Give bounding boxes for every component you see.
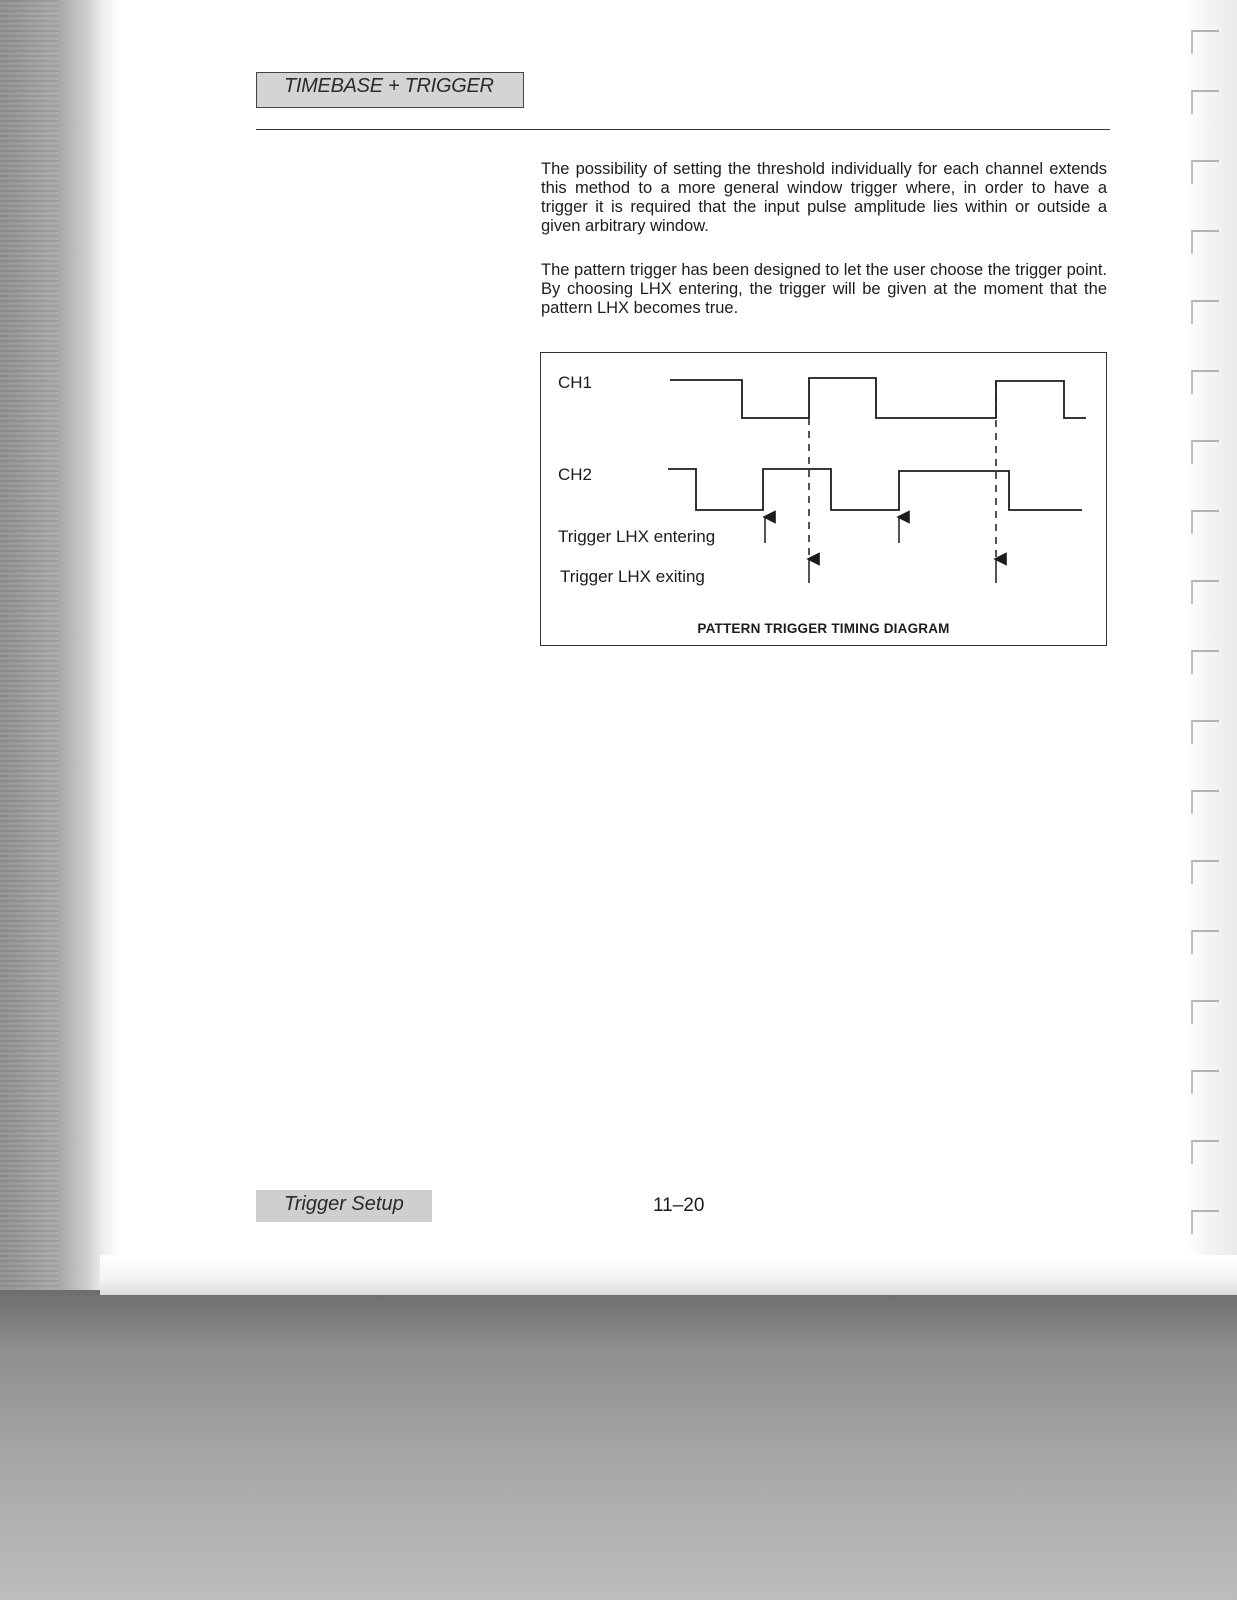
timing-diagram-svg	[541, 353, 1106, 645]
page-number: 11–20	[653, 1195, 705, 1216]
header-rule	[256, 129, 1110, 130]
page-tab-mark	[1191, 300, 1219, 324]
page-tab-mark	[1191, 720, 1219, 744]
scan-bottom-shadow	[0, 1290, 1237, 1600]
body-paragraph-1: The possibility of setting the threshold individually for each channel extends this method to a more general window trigger where, in order to have a trigger it is required that the input pulse amplitude lies within or outside a given arbitrary window.	[541, 160, 1107, 235]
page-tab-mark	[1191, 790, 1219, 814]
figure-caption: PATTERN TRIGGER TIMING DIAGRAM	[697, 621, 950, 636]
page-tab-mark	[1191, 650, 1219, 674]
page-tab-mark	[1191, 930, 1219, 954]
ch2-waveform	[668, 469, 1082, 510]
timing-diagram-figure	[540, 352, 1107, 646]
page-tab-mark	[1191, 860, 1219, 884]
section-header-title: TIMEBASE + TRIGGER	[284, 75, 494, 97]
page-tab-mark	[1191, 1210, 1219, 1234]
page-tab-mark	[1191, 90, 1219, 114]
page-bottom-edge	[100, 1255, 1237, 1295]
scan-right-edge	[1185, 0, 1237, 1290]
trigger-entering-label: Trigger LHX entering	[558, 527, 716, 546]
page-tab-mark	[1191, 1140, 1219, 1164]
ch1-waveform	[670, 378, 1086, 418]
page-tab-mark	[1191, 230, 1219, 254]
page-tab-mark	[1191, 160, 1219, 184]
page-tab-mark	[1191, 1070, 1219, 1094]
page-tab-mark	[1191, 1000, 1219, 1024]
trigger-exiting-label: Trigger LHX exiting	[560, 567, 705, 586]
ch1-label: CH1	[558, 373, 593, 392]
ch2-label: CH2	[558, 465, 593, 484]
page-tab-mark	[1191, 510, 1219, 534]
footer-section-title: Trigger Setup	[284, 1193, 404, 1215]
page-tab-mark	[1191, 30, 1219, 54]
page-tab-mark	[1191, 370, 1219, 394]
page-tab-mark	[1191, 580, 1219, 604]
page-tab-mark	[1191, 440, 1219, 464]
body-paragraph-2: The pattern trigger has been designed to let the user choose the trigger point. By choosing LHX entering, the trigger will be given at the moment that the pattern LHX becomes true.	[541, 261, 1107, 317]
